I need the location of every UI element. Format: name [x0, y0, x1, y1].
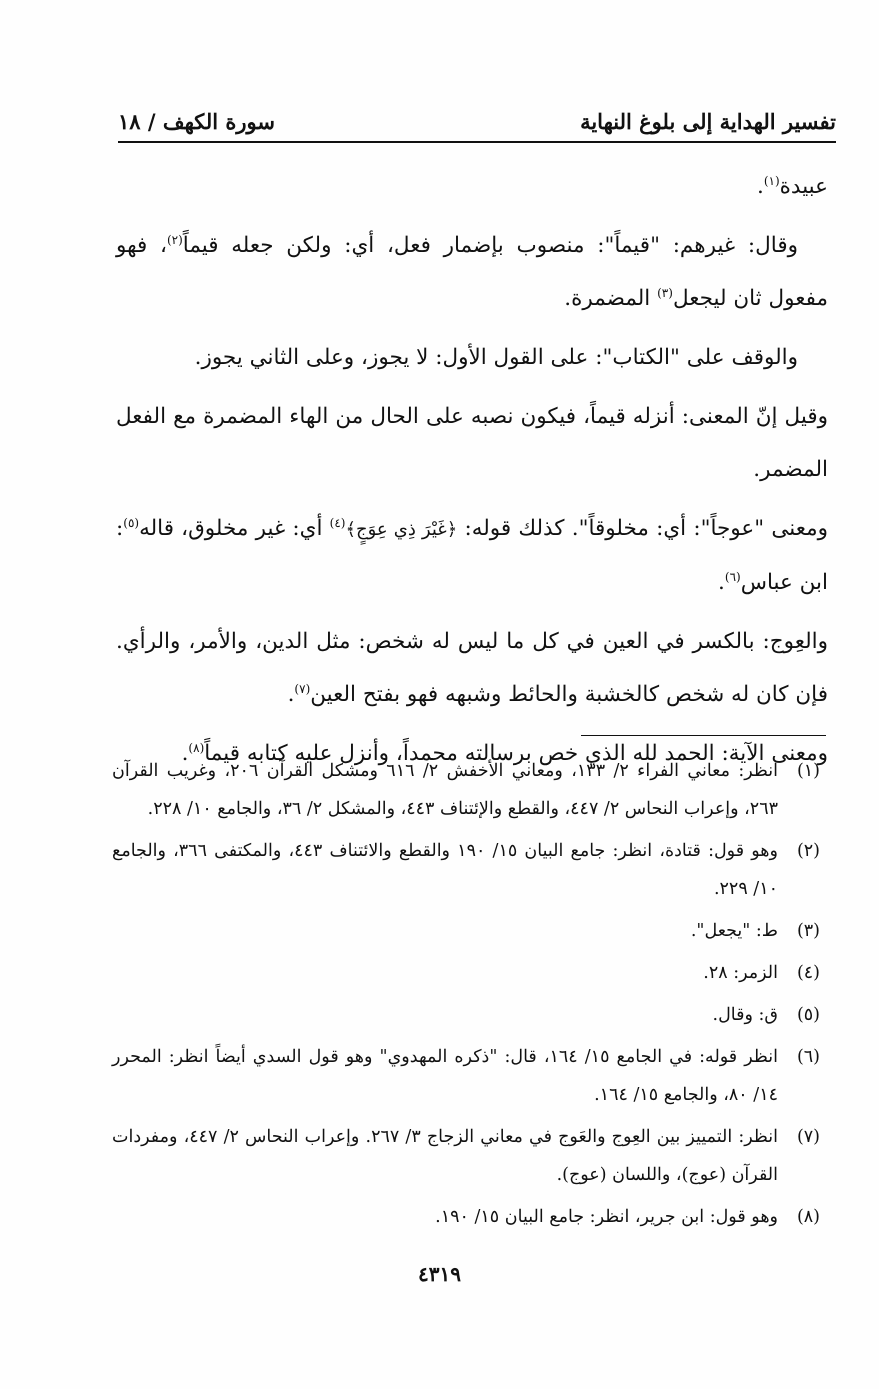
paragraph-2: وقال: غيرهم: "قيماً": منصوب بإضمار فعل، أي: ولكن جعله قيماً$^{(٢)}$، فهو مفعول ثان ليجعل$^{(٣)}$ المضمرة. [116, 232, 828, 311]
footnote-number: (٦) [796, 1047, 820, 1067]
footnotes [112, 752, 830, 1240]
footnote-number: (٢) [796, 841, 820, 861]
footnote [112, 954, 830, 992]
main-text [116, 160, 828, 786]
footnote-ref: (٢) [166, 232, 183, 247]
footnote [112, 912, 830, 950]
footnote [112, 832, 830, 908]
footnote-ref: (٦) [724, 569, 741, 584]
paragraph-7: ومعنى الآية: الحمد لله الذي خص برسالته محمداً، وأنزل عليه كتابه قيماً$^{(٨)}$. [181, 740, 828, 766]
footnote-text: وهو قول: قتادة، انظر: جامع البيان ١٥/ ١٩٠ والقطع والائتناف ٤٤٣، والمكتفى ٣٦٦، والجامع ١٠/ ٢٢٩. [112, 841, 778, 899]
footnote [112, 752, 830, 828]
footnote-ref: (١) [763, 173, 780, 188]
footnote-ref: (٧) [294, 681, 311, 696]
footnote-number: (٨) [796, 1207, 820, 1227]
footnote-number: (٤) [796, 963, 820, 983]
footnote-text: ق: وقال. [712, 1005, 778, 1025]
footnote-text: الزمر: ٢٨. [703, 963, 778, 983]
running-header [118, 96, 836, 140]
footnote-text: وهو قول: ابن جرير، انظر: جامع البيان ١٥/ ١٩٠. [435, 1207, 778, 1227]
footnote-text: انظر: التمييز بين العِوج والعَوج في معاني الزجاج ٣/ ٢٦٧. وإعراب النحاس ٢/ ٤٤٧، ومفردات القرآن (عوج)، واللسان (عوج). [112, 1127, 778, 1185]
footnote [112, 1038, 830, 1114]
paragraph-6: والعِوج: بالكسر في العين في كل ما ليس له شخص: مثل الدين، والأمر، والرأي. فإن كان له شخص كالخشبة والحائط وشبهه فهو بفتح العين$^{(٧)}$. [116, 629, 828, 707]
book-title: تفسير الهداية إلى بلوغ النهاية [580, 109, 836, 134]
footnote-number: (١) [796, 761, 820, 781]
surah-label: سورة الكهف / ١٨ [118, 109, 276, 134]
paragraph-1: عبيدة$^{(١)}$. [756, 173, 828, 199]
footnote-separator [581, 735, 826, 736]
footnote-ref: (٨) [188, 740, 205, 755]
header-rule [118, 141, 836, 143]
footnote [112, 1118, 830, 1194]
paragraph-5: ومعنى "عوجاً": أي: مخلوقاً". كذلك قوله: ﴿غَيْرَ ذِي عِوَجٍ﴾$^{(٤)}$ أي: غير مخلوق، قاله$^{(٥)}$: ابن عباس$^{(٦)}$. [116, 515, 829, 595]
footnote [112, 996, 830, 1034]
footnote-ref: (٤) [329, 515, 346, 530]
footnote-text: انظر: معاني الفراء ٢/ ١٣٣، ومعاني الأخفش ٢/ ٦١٦ ومشكل القرآن ٢٠٦، وغريب القرآن ٢٦٣، وإعراب النحاس ٢/ ٤٤٧، والقطع والإئتناف ٤٤٣، والمشكل ٢/ ٣٦، والجامع ١٠/ ٢٢٨. [112, 761, 778, 819]
footnote-number: (٧) [796, 1127, 820, 1147]
footnote [112, 1198, 830, 1236]
paragraph-4: وقيل إنّ المعنى: أنزله قيماً، فيكون نصبه على الحال من الهاء المضمرة مع الفعل المضمر. [116, 404, 828, 482]
paragraph-3: والوقف على "الكتاب": على القول الأول: لا يجوز، وعلى الثاني يجوز. [194, 345, 798, 370]
footnote-ref: (٥) [123, 515, 140, 530]
footnote-number: (٥) [796, 1005, 820, 1025]
footnote-text: ط: "يجعل". [690, 921, 778, 941]
footnote-number: (٣) [796, 921, 820, 941]
footnote-text: انظر قوله: في الجامع ١٥/ ١٦٤، قال: "ذكره المهدوي" وهو قول السدي أيضاً انظر: المحرر ١٤/ ٨٠، والجامع ١٥/ ١٦٤. [112, 1047, 778, 1105]
quran-quote: ﴿غَيْرَ ذِي عِوَجٍ﴾ [345, 519, 458, 540]
footnote-ref: (٣) [657, 285, 673, 300]
page-number: ٤٣١٩ [418, 1262, 461, 1286]
